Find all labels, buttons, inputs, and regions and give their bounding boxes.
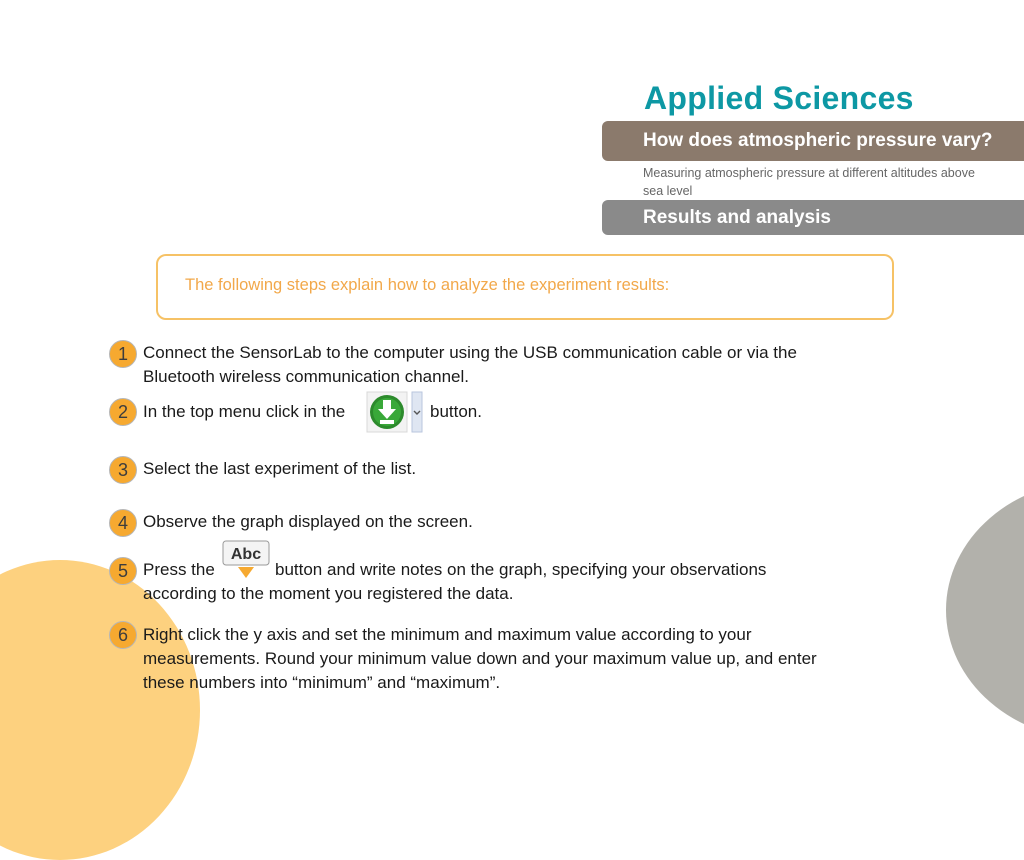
question-bar: How does atmospheric pressure vary? (602, 121, 1024, 161)
intro-box (156, 254, 894, 320)
step-number-4: 4 (109, 509, 137, 537)
brand-logo: Applied Sciences (644, 80, 914, 116)
intro-text: The following steps explain how to analyze the experiment results: (185, 276, 670, 294)
step-number-5: 5 (109, 557, 137, 585)
step-text-1: Connect the SensorLab to the computer using the USB communication cable or via the Bluetooth wireless communication channel. (143, 343, 797, 386)
abc-annotation-icon[interactable] (222, 540, 270, 580)
decorative-gray-circle (946, 480, 1024, 740)
page-subtitle: Measuring atmospheric pressure at different altitudes above sea level (643, 166, 975, 198)
step-text-2-before: In the top menu click in the (143, 402, 346, 421)
step-text-5-before: Press the (143, 560, 215, 579)
abc-icon-label: Abc (230, 546, 262, 563)
step-text-5-after: button and write notes on the graph, specifying your observations (275, 560, 767, 579)
step-text-2-after: button. (430, 402, 482, 421)
section-bar: Results and analysis (602, 200, 1024, 235)
step-number-1: 1 (109, 340, 137, 368)
step-number-3: 3 (109, 456, 137, 484)
step-text-3: Select the last experiment of the list. (143, 459, 417, 478)
step-number-2: 2 (109, 398, 137, 426)
step-text-6: Right click the y axis and set the minimum and maximum value according to your measurements. Round your minimum value down and your maximum value up, and enter these numbers into “minimum” and “maximum”. (143, 625, 817, 692)
step-text-4: Observe the graph displayed on the screen. (143, 512, 473, 531)
step-text-5-cont: according to the moment you registered the data. (143, 584, 514, 603)
download-icon[interactable] (366, 391, 424, 433)
step-number-6: 6 (109, 621, 137, 649)
